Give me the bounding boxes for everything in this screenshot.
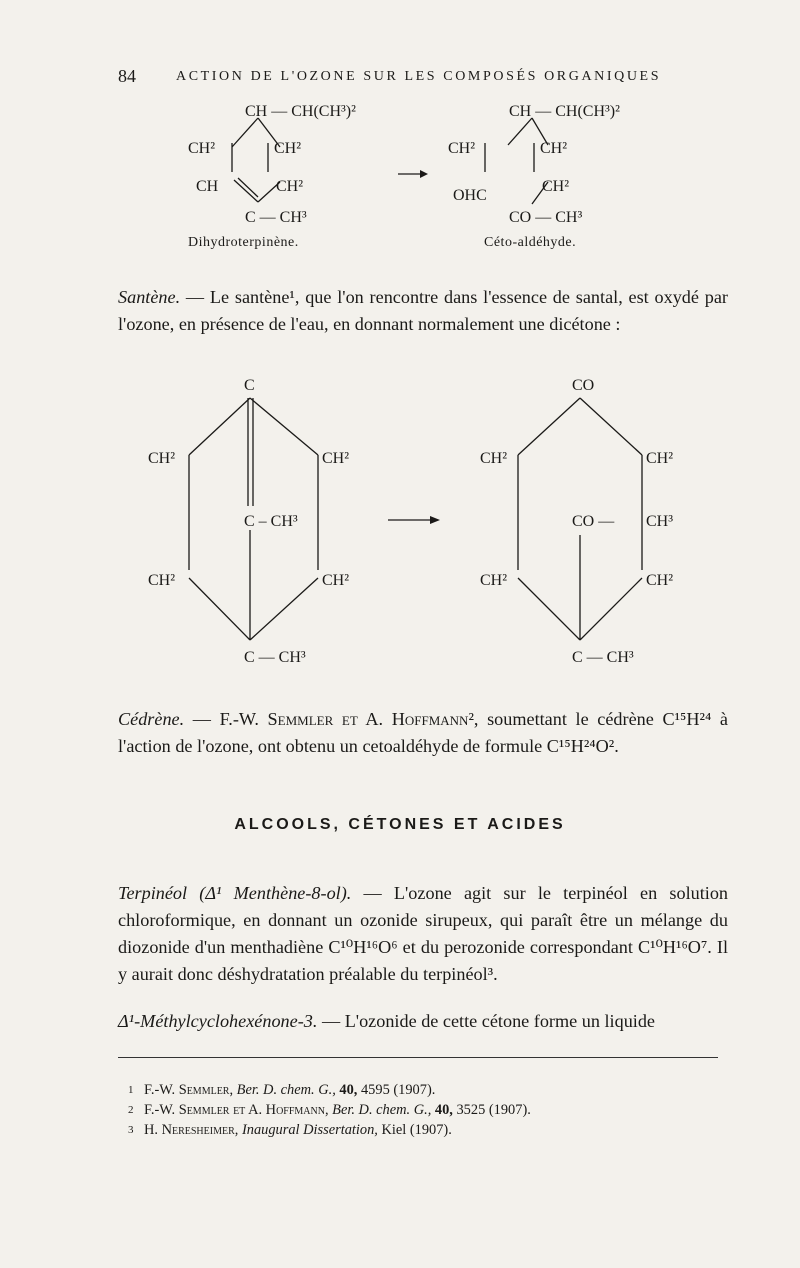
text-methyl: — L'ozonide de cette cétone forme un liquide: [317, 1011, 656, 1031]
caption-ceto-aldehyde: Céto-aldéhyde.: [484, 235, 577, 250]
running-title: ACTION DE L'OZONE SUR LES COMPOSÉS ORGANIQUES: [176, 69, 662, 84]
bond: [189, 578, 250, 640]
footnote-volume: 40,: [335, 1082, 358, 1098]
footnote-volume: 40,: [431, 1102, 453, 1118]
paren-terpineol: (Δ¹ Menthène-8-ol).: [187, 883, 352, 903]
footnote-number: 3: [128, 1124, 134, 1136]
formula2-right-ur: CH²: [646, 450, 674, 467]
lead-terpineol: Terpinéol: [118, 883, 188, 903]
formula-right-ll: OHC: [453, 187, 487, 204]
formula2-left-ul: CH²: [148, 450, 176, 467]
footnote-1: [128, 1080, 435, 1100]
formula2-right-mid-r: CH³: [646, 513, 674, 530]
lead-methyl: Δ¹-Méthylcyclohexénone-3.: [118, 1011, 318, 1031]
bond: [250, 578, 318, 640]
formula-right-ur: CH²: [540, 140, 568, 157]
paragraph-terpineol: [118, 880, 728, 988]
bond: [518, 398, 580, 455]
formula-left-bottom: C — CH³: [245, 209, 307, 226]
formula2-left-bottom: C — CH³: [244, 649, 306, 666]
text-cedrene: , soumettant le cédrène C¹⁵H²⁴ à l'action de l'ozone, ont obtenu un cetoaldéhyde de formule C¹⁵H²⁴O².: [118, 709, 729, 756]
footnote-rule: [118, 1057, 718, 1058]
bond: [508, 118, 532, 145]
bond: [232, 118, 258, 147]
footnote-journal: Inaugural Dissertation,: [238, 1122, 378, 1138]
scheme-santene: [0, 370, 800, 690]
formula-right-ul: CH²: [448, 140, 476, 157]
formula-right-lr: CH²: [542, 178, 570, 195]
formula-left-top: CH — CH(CH³)²: [245, 103, 356, 120]
bond: [234, 180, 258, 202]
paragraph-santene: [118, 284, 728, 338]
arrow-head: [430, 516, 440, 524]
section-heading: ALCOOLS, CÉTONES ET ACIDES: [234, 816, 566, 833]
formula2-right-lr: CH²: [646, 572, 674, 589]
footnote-authors: H. Neresheimer,: [144, 1122, 239, 1138]
footnote-rest: 3525 (1907).: [452, 1102, 531, 1118]
formula2-left-lr: CH²: [322, 572, 350, 589]
bond: [518, 578, 580, 640]
arrow-head: [420, 170, 428, 178]
formula2-right-mid: CO —: [572, 513, 615, 530]
footnote-number: 2: [128, 1104, 134, 1116]
formula-left-ul: CH²: [188, 140, 216, 157]
formula2-left-top: C: [244, 377, 255, 394]
bond: [250, 398, 318, 455]
bond: [580, 398, 642, 455]
scheme-dihydroterpinene: [0, 0, 800, 270]
formula2-left-ll: CH²: [148, 572, 176, 589]
formula2-right-ul: CH²: [480, 450, 508, 467]
footnote-authors: F.-W. Semmler,: [144, 1082, 234, 1098]
footnote-rest: Kiel (1907).: [377, 1122, 452, 1138]
formula-left-ll: CH: [196, 178, 219, 195]
formula-left-lr: CH²: [276, 178, 304, 195]
lead-cedrene: Cédrène.: [118, 709, 185, 729]
bond: [238, 178, 258, 197]
formula2-right-ll: CH²: [480, 572, 508, 589]
bond: [189, 398, 250, 455]
footnote-journal: Ber. D. chem. G.,: [328, 1102, 432, 1118]
formula2-left-ur: CH²: [322, 450, 350, 467]
page-number: 84: [118, 66, 136, 86]
bond: [580, 578, 642, 640]
footnote-3: [128, 1120, 452, 1140]
authors-cedrene: — F.-W. Semmler et A. Hoffmann²: [184, 709, 474, 729]
formula-right-bottom: CO — CH³: [509, 209, 583, 226]
footnote-number: 1: [128, 1084, 134, 1096]
lead-santene: Santène.: [118, 287, 181, 307]
formula2-right-bottom: C — CH³: [572, 649, 634, 666]
text-terpineol: — L'ozone agit sur le terpinéol en solution chloroformique, en donnant un ozonide sirupeux, qui paraît être un mélange du diozonide d'un menthadiène C¹⁰H¹⁶O⁶ et du perozonide correspondant C¹⁰H¹⁶O⁷. Il y aurait donc déshydratation préalable du terpinéol³.: [118, 883, 729, 984]
formula2-left-mid: C – CH³: [244, 513, 298, 530]
footnote-authors: F.-W. Semmler et A. Hoffmann,: [144, 1102, 329, 1118]
paragraph-methylcyclohexenone: [118, 1008, 728, 1035]
footnote-journal: Ber. D. chem. G.,: [233, 1082, 336, 1098]
formula-right-top: CH — CH(CH³)²: [509, 103, 620, 120]
footnote-rest: 4595 (1907).: [357, 1082, 436, 1098]
footnote-2: [128, 1100, 531, 1120]
paragraph-cedrene: [118, 706, 728, 760]
text-santene: — Le santène¹, que l'on rencontre dans l'essence de santal, est oxydé par l'ozone, en présence de l'eau, en donnant normalement une dicétone :: [118, 287, 728, 334]
formula-left-ur: CH²: [274, 140, 302, 157]
caption-dihydroterpinene: Dihydroterpinène.: [188, 235, 299, 250]
formula2-right-top: CO: [572, 377, 595, 394]
